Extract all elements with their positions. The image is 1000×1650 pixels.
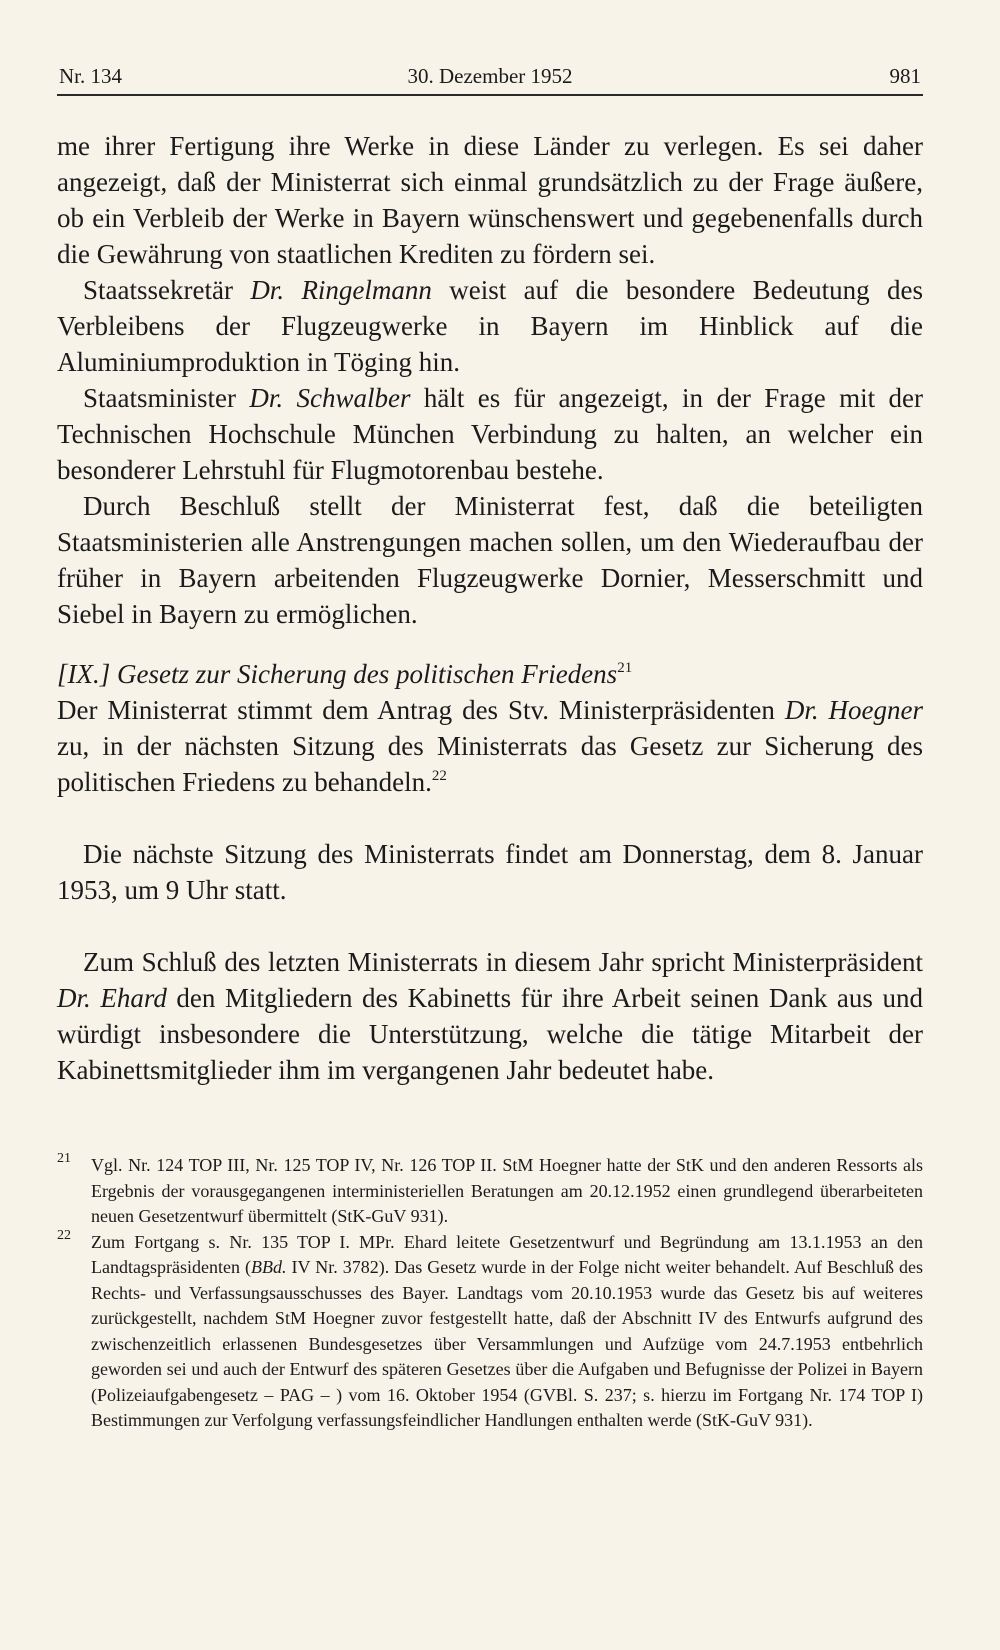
header-date: 30. Dezember 1952 [407,64,573,88]
paragraph-2: Staatssekretär Dr. Ringelmann weist auf die besondere Bedeutung des Verbleibens der Flugzeugwerke in Bayern im Hinblick auf die Aluminiumproduktion in Töging hin. [57,275,923,377]
footnote-22: 22 Zum Fortgang s. Nr. 135 TOP I. MPr. Ehard leitete Gesetzentwurf und Begründung am 13.1.1953 an den Landtagspräsidenten (BBd. IV Nr. 3782). Das Gesetz wurde in der Folge nicht weiter behandelt. Auf Beschluß des Rechts- und Verfassungsausschusses des Bayer. Landtags vom 20.10.1953 wurde das Gesetz bis auf weiteres zurückgestellt, nachdem StM Hoegner zuvor festgestellt hatte, daß der Abschnitt IV des Entwurfs aufgrund des zwischenzeitlich erlassenen Bundesgesetzes über Versammlungen und Aufzüge vom 24.7.1953 entbehrlich geworden sei und auch der Entwurf des späteren Gesetzes über die Aufgaben und Befugnisse der Polizei in Bayern (Polizeiaufgabengesetz – PAG – ) vom 16. Oktober 1954 (GVBl. S. 237; s. hierzu im Fortgang Nr. 174 TOP I) Bestimmungen zur Verfolgung verfassungsfeindlicher Handlungen enthalten werde (StK-GuV 931). [57,1230,923,1434]
issue-number: Nr. 134 [59,64,122,88]
paragraph-6: Die nächste Sitzung des Ministerrats findet am Donnerstag, dem 8. Januar 1953, um 9 Uhr statt. [57,839,923,905]
running-header [57,62,923,96]
section-heading [57,656,923,692]
paragraph-3: Staatsminister Dr. Schwalber hält es für angezeigt, in der Frage mit der Technischen Hochschule München Verbindung zu halten, an welcher ein besonderer Lehrstuhl für Flugmotorenbau bestehe. [57,383,924,485]
footnote-ref-22[interactable]: 22 [431,768,447,784]
footnote-number: 21 [57,1151,71,1166]
paragraph-7: Zum Schluß des letzten Ministerrats in diesem Jahr spricht Ministerpräsident Dr. Ehard den Mitgliedern des Kabinetts für ihre Arbeit seinen Dank aus und würdigt insbesondere die Unterstützung, welche die tätige Mitarbeit der Kabinettsmitglieder ihm im vergangenen Jahr bedeutet habe. [57,947,923,1085]
section-title: Gesetz zur Sicherung des politischen Friedens [110,659,618,689]
footnote-number: 22 [57,1227,71,1243]
paragraph-5: Der Ministerrat stimmt dem Antrag des Stv. Ministerpräsidenten Dr. Hoegner zu, in der nächsten Sitzung des Ministerrats das Gesetz zur Sicherung des politischen Friedens zu behandeln.$^{22}$ [57,695,923,797]
person-name: Dr. Ringelmann [250,275,432,305]
paragraph-1: me ihrer Fertigung ihre Werke in diese Länder zu verlegen. Es sei daher angezeigt, daß der Ministerrat sich einmal grundsätzlich zu der Frage äußere, ob ein Verbleib der Werke in Bayern wünschenswert und gegebenenfalls durch die Gewährung von staatlichen Krediten zu fördern sei. [57,131,923,269]
person-name: Dr. Hoegner [784,695,923,725]
person-name: Dr. Schwalber [249,383,411,413]
main-text [57,128,923,1088]
footnote-21: 21 Vgl. Nr. 124 TOP III, Nr. 125 TOP IV, Nr. 126 TOP II. StM Hoegner hatte der StK und den anderen Ressorts als Ergebnis der vorausgegangenen interministeriellen Beratungen am 20.12.1952 einen grundlegend überarbeiteten neuen Gesetzentwurf übermittelt (StK-GuV 931). [57,1153,923,1230]
paragraph-4: Durch Beschluß stellt der Ministerrat fest, daß die beteiligten Staatsministerien alle Anstrengungen machen sollen, um den Wiederaufbau der früher in Bayern arbeitenden Flugzeugwerke Dornier, Messerschmitt und Siebel in Bayern zu ermöglichen. [57,491,923,629]
footnote-ref-21[interactable]: 21 [617,660,633,676]
person-name: Dr. Ehard [57,983,167,1013]
page-number: 981 [889,64,921,88]
section-number: [IX.] [57,659,111,689]
footnotes [57,1153,923,1434]
